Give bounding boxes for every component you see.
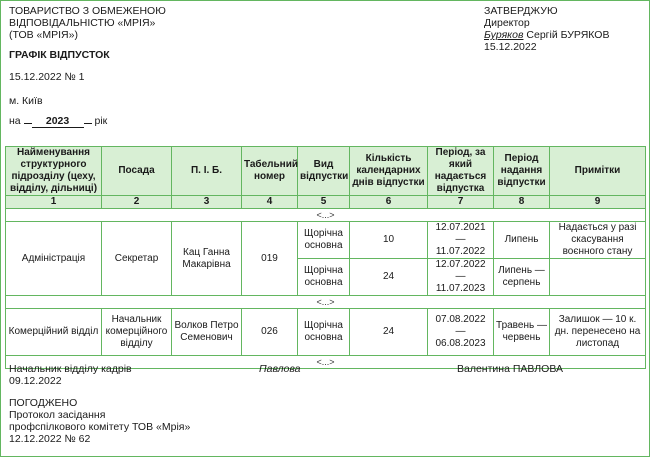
header-days: Кількість календарних днів відпустки bbox=[350, 147, 428, 196]
cell-period: Травень — червень bbox=[494, 309, 550, 356]
header-position: Посада bbox=[102, 147, 172, 196]
column-number: 9 bbox=[550, 196, 646, 209]
year-suffix: рік bbox=[94, 115, 108, 127]
company-line-2: ВІДПОВІДАЛЬНІСТЮ «МРІЯ» bbox=[9, 17, 156, 29]
agreement-line-1: Протокол засідання bbox=[9, 409, 106, 421]
header-period-for: Період, за який надається відпустка bbox=[428, 147, 494, 196]
column-number: 2 bbox=[102, 196, 172, 209]
year-prefix: на bbox=[9, 115, 21, 127]
column-number: 3 bbox=[172, 196, 242, 209]
cell-period-for: 12.07.2022 — 11.07.2023 bbox=[428, 259, 494, 296]
cell-period: Липень — серпень bbox=[494, 259, 550, 296]
company-line-1: ТОВАРИСТВО З ОБМЕЖЕНОЮ bbox=[9, 5, 166, 17]
header-department: Найменування структурного підрозділу (цеху, відділу, дільниці) bbox=[6, 147, 102, 196]
ellipsis-row bbox=[6, 296, 646, 309]
header-notes: Примітки bbox=[550, 147, 646, 196]
approval-signature-line bbox=[484, 29, 609, 41]
cell-days: 24 bbox=[350, 259, 428, 296]
cell-name: Волков Петро Семенович bbox=[172, 309, 242, 356]
hr-position: Начальник відділу кадрів bbox=[9, 363, 132, 375]
agreement-block bbox=[9, 397, 190, 445]
column-number: 7 bbox=[428, 196, 494, 209]
ellipsis-text: <...> bbox=[6, 356, 646, 369]
agreement-line-3: 12.12.2022 № 62 bbox=[9, 433, 91, 445]
document-date-number: 15.12.2022 № 1 bbox=[9, 71, 85, 83]
cell-period: Липень bbox=[494, 222, 550, 259]
column-numbers-row bbox=[6, 196, 646, 209]
approval-title: ЗАТВЕРДЖУЮ bbox=[484, 5, 558, 17]
approval-block bbox=[484, 5, 609, 53]
document-title: ГРАФІК ВІДПУСТОК bbox=[9, 49, 110, 61]
ellipsis-row bbox=[6, 209, 646, 222]
cell-days: 24 bbox=[350, 309, 428, 356]
header-period: Період надання відпустки bbox=[494, 147, 550, 196]
cell-tab-number: 026 bbox=[242, 309, 298, 356]
table-header-row bbox=[6, 147, 646, 196]
company-block bbox=[9, 5, 166, 41]
cell-tab-number: 019 bbox=[242, 222, 298, 296]
table-row bbox=[6, 309, 646, 356]
vacation-schedule-table bbox=[5, 146, 646, 369]
approval-position: Директор bbox=[484, 17, 530, 29]
header-name: П. І. Б. bbox=[172, 147, 242, 196]
cell-name: Кац Ганна Макарівна bbox=[172, 222, 242, 296]
cell-period-for: 12.07.2021 — 11.07.2022 bbox=[428, 222, 494, 259]
cell-leave-type: Щорічна основна bbox=[298, 222, 350, 259]
hr-date: 09.12.2022 bbox=[9, 375, 62, 387]
column-number: 4 bbox=[242, 196, 298, 209]
hr-signature: Павлова bbox=[259, 363, 301, 375]
column-number: 5 bbox=[298, 196, 350, 209]
agreement-title: ПОГОДЖЕНО bbox=[9, 397, 78, 409]
year-value: 2023 bbox=[32, 115, 84, 128]
hr-name: Валентина ПАВЛОВА bbox=[457, 363, 563, 375]
column-number: 8 bbox=[494, 196, 550, 209]
approval-signature: Буряков bbox=[484, 29, 524, 41]
cell-notes: Залишок — 10 к. дн. перенесено на листопад bbox=[550, 309, 646, 356]
cell-department: Комерційний відділ bbox=[6, 309, 102, 356]
approval-name: Сергій БУРЯКОВ bbox=[526, 29, 610, 41]
document-city: м. Київ bbox=[9, 95, 43, 107]
approval-date: 15.12.2022 bbox=[484, 41, 537, 53]
cell-position: Секретар bbox=[102, 222, 172, 296]
cell-days: 10 bbox=[350, 222, 428, 259]
column-number: 6 bbox=[350, 196, 428, 209]
table-row bbox=[6, 222, 646, 259]
ellipsis-text: <...> bbox=[6, 296, 646, 309]
header-leave-type: Вид відпустки bbox=[298, 147, 350, 196]
agreement-line-2: профспілкового комітету ТОВ «Мрія» bbox=[9, 421, 191, 433]
cell-period-for: 07.08.2022 — 06.08.2023 bbox=[428, 309, 494, 356]
column-number: 1 bbox=[6, 196, 102, 209]
cell-notes: Надається у разі скасування воєнного стану bbox=[550, 222, 646, 259]
cell-leave-type: Щорічна основна bbox=[298, 309, 350, 356]
cell-department: Адміністрація bbox=[6, 222, 102, 296]
ellipsis-text: <...> bbox=[6, 209, 646, 222]
cell-position: Начальник комерційного відділу bbox=[102, 309, 172, 356]
document-year-line bbox=[9, 115, 107, 128]
company-line-3: (ТОВ «МРІЯ») bbox=[9, 29, 78, 41]
cell-notes bbox=[550, 259, 646, 296]
header-tab-number: Табельний номер bbox=[242, 147, 298, 196]
cell-leave-type: Щорічна основна bbox=[298, 259, 350, 296]
